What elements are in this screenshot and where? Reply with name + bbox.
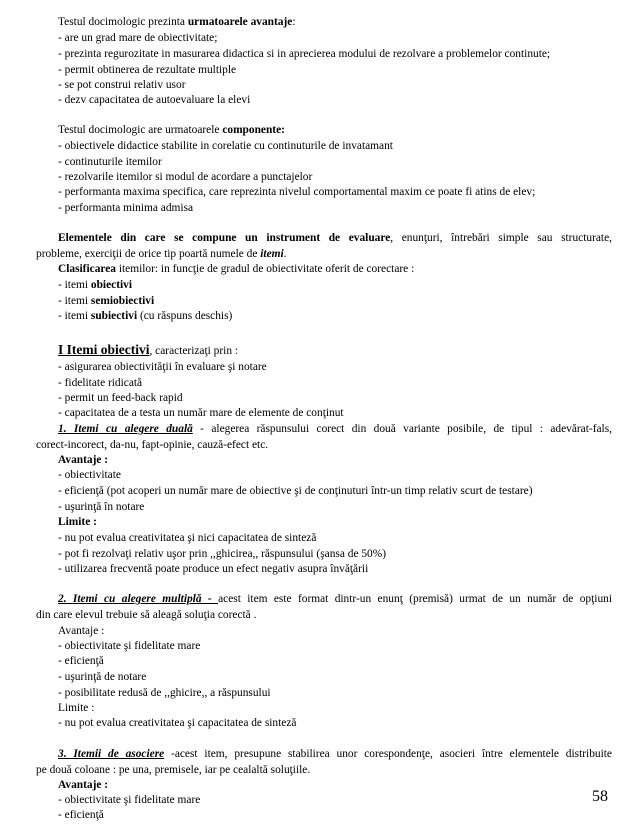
dual-choice-heading: 1. Itemi cu alegere duală (58, 423, 193, 435)
list-item: - eficienţă (58, 809, 104, 821)
list-item: - prezinta regurozitate in masurarea didactica si in aprecierea modului de rezolvare a problemelor continute; (58, 48, 551, 60)
list-item: - rezolvarile itemilor si modul de acordare a punctajelor (58, 171, 313, 183)
multiple-choice-line2: din care elevul trebuie să aleagă soluţia corectă . (36, 609, 257, 621)
list-item: - performanta minima admisa (58, 202, 194, 214)
components-intro (58, 123, 612, 138)
list-item: - fidelitate ridicată (58, 377, 143, 389)
list-item: - obiectivitate (58, 469, 121, 481)
section-title-rest: , caracterizaţi prin : (149, 345, 239, 357)
association-line1 (58, 747, 612, 762)
list-item: - obiectivitate şi fidelitate mare (58, 640, 201, 652)
list-item (58, 278, 612, 293)
list-item: - eficienţă (58, 655, 104, 667)
components-intro-text: Testul docimologic are urmatoarele (58, 124, 223, 136)
classification-line (58, 262, 612, 277)
advantages-label (58, 778, 612, 793)
list-item: - se pot construi relativ usor (58, 79, 186, 91)
type-subjective-note: (cu răspuns deschis) (137, 310, 233, 322)
advantages-intro-text: Testul docimologic prezinta (58, 16, 188, 28)
advantages-intro-colon: : (292, 16, 296, 28)
advantages-label-text: Avantaje : (58, 779, 109, 791)
list-item: - are un grad mare de obiectivitate; (58, 32, 218, 44)
multiple-choice-heading: 2. Itemi cu alegere multiplă - (58, 593, 219, 605)
multiple-choice-text: acest item este format dintr-un enunţ (premisă) urmat de un număr de opţiuni (218, 593, 612, 605)
dual-choice-line2: corect-incorect, da-nu, fapt-opinie, cauză-efect etc. (36, 439, 269, 451)
list-item: - capacitatea de a testa un număr mare de elemente de conţinut (58, 407, 344, 419)
list-item-prefix: - itemi (58, 310, 91, 322)
association-line2: pe două coloane : pe una, premisele, iar pe cealaltă soluţiile. (36, 764, 311, 776)
list-item: - continuturile itemilor (58, 156, 162, 168)
list-item: - asigurarea obiectivităţii în evaluare şi notare (58, 361, 267, 373)
elements-definition-period: . (283, 248, 287, 260)
advantages-intro-bold: urmatoarele avantaje (187, 16, 293, 28)
list-item-prefix: - itemi (58, 279, 91, 291)
dual-choice-line1 (58, 422, 612, 437)
list-item: - nu pot evalua creativitatea şi nici capacitatea de sinteză (58, 532, 317, 544)
list-item: - obiectivitate şi fidelitate mare (58, 794, 201, 806)
limits-label (58, 515, 612, 530)
page-number: 58 (592, 788, 608, 805)
limits-label-text: Limite : (58, 516, 97, 528)
advantages-label: Avantaje : (58, 625, 105, 637)
list-item: - nu pot evalua creativitatea şi capacitatea de sinteză (58, 717, 297, 729)
list-item: - uşurinţă în notare (58, 501, 145, 513)
list-item: - pot fi rezolvaţi relativ uşor prin ,,ghicirea,, răspunsului (şansa de 50%) (58, 548, 387, 560)
objective-items-heading (58, 342, 612, 359)
association-text: -acest item, presupune stabilirea unor corespondenţe, asocieri între elementele distribuite (164, 748, 612, 760)
list-item: - utilizarea frecventă poate produce un efect negativ asupra învăţării (58, 563, 369, 575)
section-title: I Itemi obiectivi (58, 342, 150, 357)
elements-definition-rest: , enunţuri, întrebări simple sau structurate, (390, 232, 612, 244)
list-item: - permit obtinerea de rezultate multiple (58, 64, 237, 76)
list-item (58, 294, 612, 309)
classification-text: itemilor: in funcţie de gradul de obiectivitate oferit de corectare : (116, 263, 415, 275)
elements-definition-line1 (58, 231, 612, 246)
components-intro-bold: componente: (222, 124, 285, 136)
advantages-label-text: Avantaje : (58, 454, 109, 466)
type-semiobjective: semiobiectivi (90, 295, 155, 307)
list-item (58, 309, 612, 324)
type-subjective: subiectivi (90, 310, 138, 322)
list-item: - eficienţă (pot acoperi un număr mare de obiective şi de conţinuturi într-un timp relativ scurt de testare) (58, 485, 533, 497)
type-objective: obiectivi (90, 279, 133, 291)
dual-choice-text: alegerea răspunsului corect din două variante posibile, de tipul : adevărat-fals, (211, 423, 612, 435)
elements-definition-line2 (36, 247, 612, 262)
list-item: - dezv capacitatea de autoevaluare la elevi (58, 94, 251, 106)
elements-definition-line2-text: probleme, exerciţii de orice tip poartă numele de (36, 248, 261, 260)
dual-choice-dash: - (192, 423, 212, 435)
list-item-prefix: - itemi (58, 295, 91, 307)
classification-label: Clasificarea (58, 263, 116, 275)
list-item: - posibilitate redusă de ,,ghicire,, a răspunsului (58, 687, 271, 699)
association-heading: 3. Itemii de asociere (58, 748, 165, 760)
advantages-intro (58, 15, 612, 30)
list-item: - permit un feed-back rapid (58, 392, 183, 404)
list-item: - performanta maxima specifica, care reprezinta nivelul comportamental maxim ce poate fi atins de elev; (58, 186, 536, 198)
elements-definition-bold: Elementele din care se compune un instrument de evaluare (58, 232, 391, 244)
limits-label: Limite : (58, 702, 95, 714)
list-item: - obiectivele didactice stabilite in corelatie cu continuturile de invatamant (58, 140, 393, 152)
multiple-choice-line1 (58, 592, 612, 607)
list-item: - uşurinţă de notare (58, 671, 147, 683)
itemi-term: itemi (260, 248, 284, 260)
advantages-label (58, 453, 612, 468)
